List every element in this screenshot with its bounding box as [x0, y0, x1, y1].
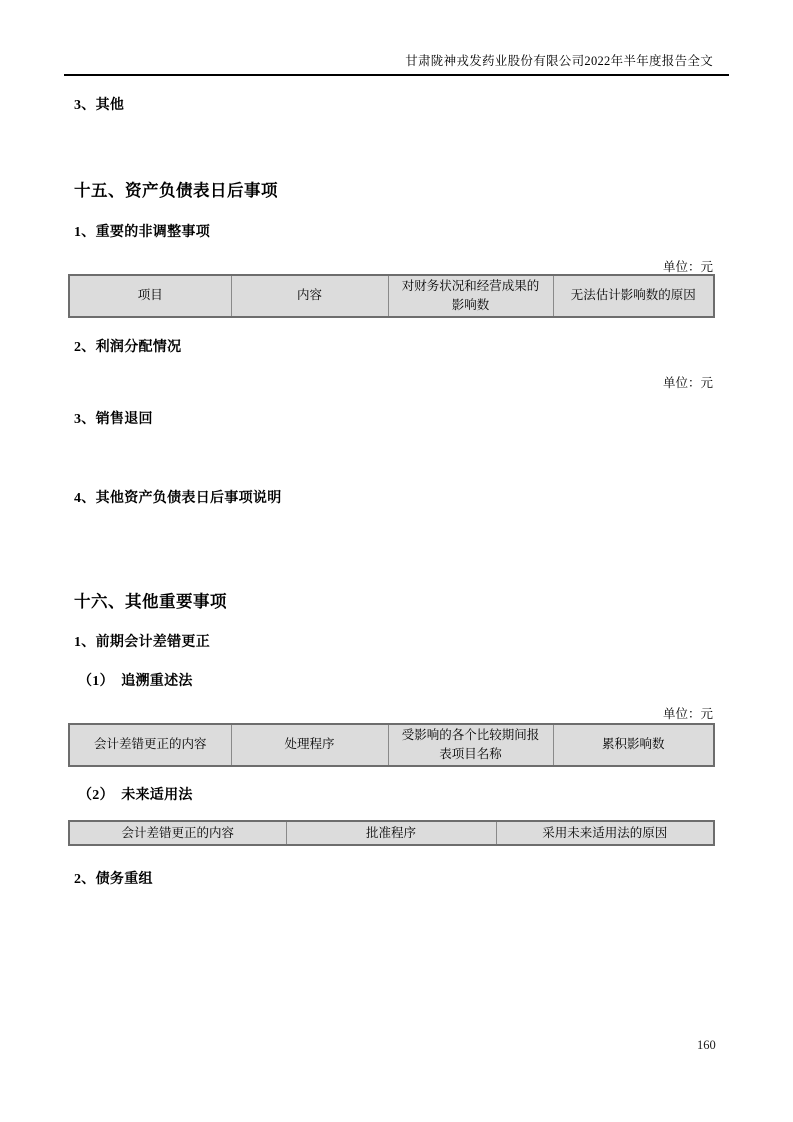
col-header-content: 内容 — [231, 275, 388, 317]
table-header-row — [69, 724, 714, 766]
running-header-title: 甘肃陇神戎发药业股份有限公司2022年半年度报告全文 — [405, 54, 713, 68]
unit-label-3: 单位：元 — [662, 707, 713, 721]
section-16-title: 十六、其他重要事项 — [74, 592, 227, 611]
col-header-affected-items: 受影响的各个比较期间报表项目名称 — [388, 724, 553, 766]
table-non-adjusting-events — [68, 274, 715, 318]
header-rule — [64, 74, 729, 76]
section-16-sub2: 2、债务重组 — [74, 872, 153, 887]
section-16-sub1: 1、前期会计差错更正 — [74, 635, 210, 650]
section-15-sub3: 3、销售退回 — [74, 412, 153, 427]
section-15-title: 十五、资产负债表日后事项 — [74, 181, 278, 200]
col-header-correction-content: 会计差错更正的内容 — [69, 724, 231, 766]
col-header-cumulative-impact: 累积影响数 — [553, 724, 714, 766]
col-header-approval-procedure: 批准程序 — [286, 821, 496, 845]
table-retrospective-restatement — [68, 723, 715, 767]
col-header-reason: 无法估计影响数的原因 — [553, 275, 714, 317]
section-15-sub1: 1、重要的非调整事项 — [74, 225, 210, 240]
section-15-sub4: 4、其他资产负债表日后事项说明 — [74, 491, 282, 506]
col-header-prospective-reason: 采用未来适用法的原因 — [496, 821, 714, 845]
table-header-row — [69, 275, 714, 317]
col-header-item: 项目 — [69, 275, 231, 317]
heading-other: 3、其他 — [74, 98, 125, 113]
section-16-sub1-1: （1） 追溯重述法 — [78, 674, 193, 689]
col-header-correction-content: 会计差错更正的内容 — [69, 821, 286, 845]
table-header-row — [69, 821, 714, 845]
col-header-impact: 对财务状况和经营成果的影响数 — [388, 275, 553, 317]
section-15-sub2: 2、利润分配情况 — [74, 340, 182, 355]
table-prospective-application — [68, 820, 715, 846]
unit-label-2: 单位：元 — [662, 376, 713, 390]
section-16-sub1-2: （2） 未来适用法 — [78, 788, 193, 803]
page-number: 160 — [697, 1038, 716, 1052]
col-header-procedure: 处理程序 — [231, 724, 388, 766]
unit-label-1: 单位：元 — [662, 260, 713, 274]
